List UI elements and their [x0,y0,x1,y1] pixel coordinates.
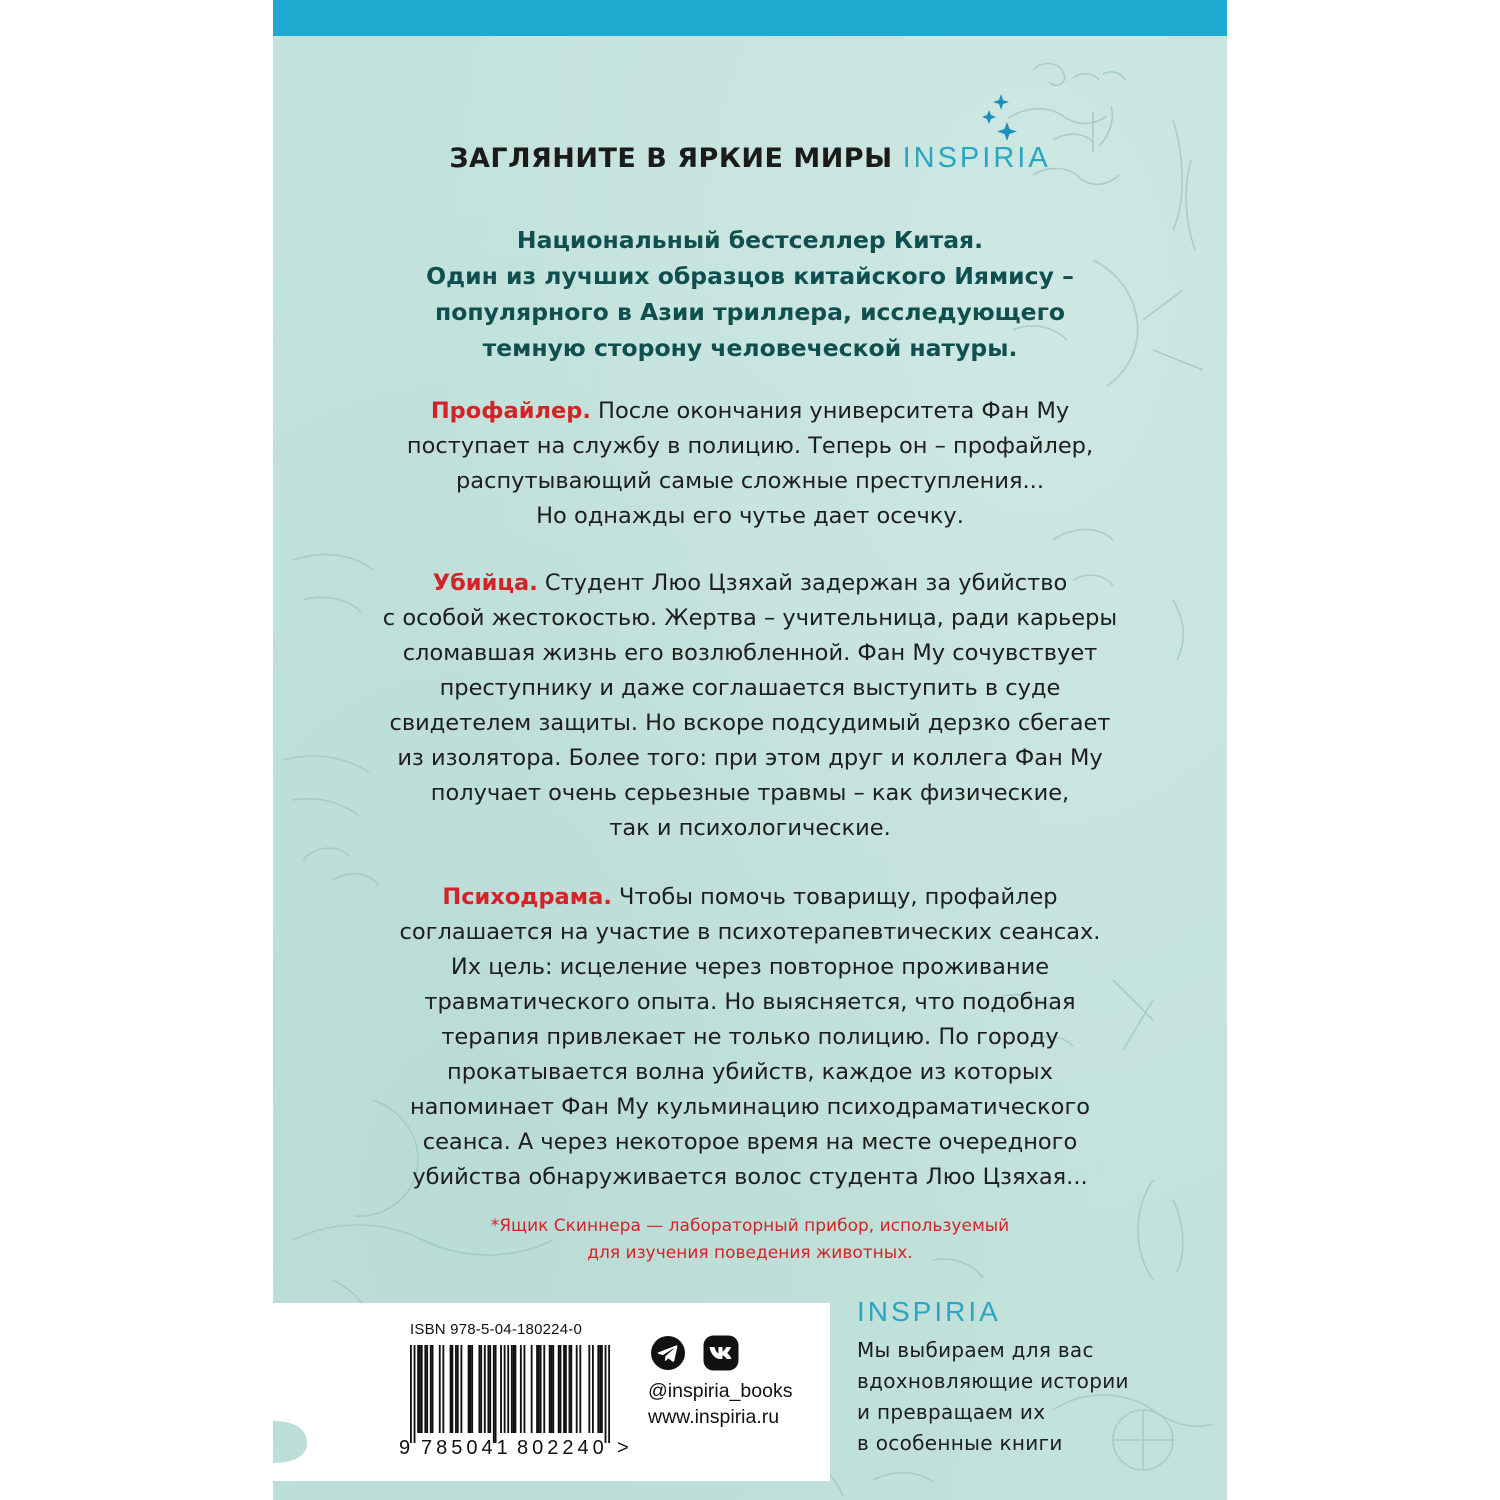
slogan-line: в особенные книги [857,1431,1063,1455]
barcode-bar [524,1345,526,1433]
top-band-shape [273,0,1227,36]
barcode-bar [426,1345,428,1433]
tagline [273,222,1227,366]
barcode-bar [540,1345,542,1433]
barcode-bar [432,1345,434,1433]
sparkles-icon [979,92,1023,148]
paragraph-profiler [273,394,1227,534]
paragraph-line: поступает на службу в полицию. Теперь он – профайлер, [406,433,1094,459]
headline-brand: INSPIRIA [902,142,1051,174]
paragraph-text: Студент Люо Цзяхай задержан за убийство [544,570,1068,596]
barcode-first-digit: 9 [399,1437,411,1459]
isbn-number: ISBN 978-5-04-180224-0 [410,1321,583,1338]
barcode-bar [500,1345,502,1433]
barcode-bar [608,1345,610,1443]
barcode-bar [549,1345,551,1433]
barcode-bar [558,1345,560,1433]
barcode-bars [410,1345,610,1443]
footnote [273,1213,1227,1267]
top-color-band [273,0,1227,36]
barcode-bar [576,1345,578,1433]
paragraph-line: прокатывается волна убийств, каждое из которых [447,1059,1053,1085]
tagline-line: популярного в Азии триллера, исследующего [434,298,1066,326]
paragraph-line: так и психологические. [609,815,891,841]
paragraph-line: терапия привлекает не только полицию. По городу [441,1024,1059,1050]
barcode-bar [565,1345,567,1433]
barcode-bar [439,1345,441,1433]
paragraph-line: распутывающий самые сложные преступления... [456,468,1044,494]
barcode-bar [424,1345,426,1433]
barcode-bar [569,1345,571,1433]
paragraph-killer [273,566,1227,846]
barcode-bar [487,1345,489,1433]
paragraph-line: Но однажды его чутье дает осечку. [536,503,964,529]
vk-icon[interactable] [703,1335,739,1371]
barcode-bar [460,1345,462,1433]
footnote-line: для изучения поведения животных. [587,1243,913,1263]
paragraph-line: свидетелем защиты. Но вскоре подсудимый дерзко сбегает [389,710,1111,736]
barcode-bar [552,1345,554,1433]
slogan-line: Мы выбираем для вас [857,1338,1094,1362]
barcode-bar [442,1345,444,1433]
brand-name: INSPIRIA [857,1296,1001,1327]
barcode-bar [451,1345,453,1433]
headline-text: ЗАГЛЯНИТЕ В ЯРКИЕ МИРЫ [449,143,893,174]
paragraph-term: Убийца. [432,570,538,596]
paragraph-first-line [273,566,1227,601]
paragraph-line: сеанса. А через некоторое время на месте очередного [422,1129,1078,1155]
barcode-bar [597,1345,599,1433]
social-handle[interactable]: @inspiria_books [648,1380,793,1402]
barcode-bar [450,1345,452,1433]
tagline-line: Национальный бестселлер Китая. [516,226,984,254]
paragraph-line: сломавшая жизнь его возлюбленной. Фан Му сочувствует [402,640,1098,666]
barcode-bar [543,1345,545,1433]
paragraph-text: После окончания университета Фан Му [598,398,1070,424]
barcode-bar [471,1345,473,1433]
barcode-left-group: 785041 [421,1437,512,1459]
barcode-bar [489,1345,491,1433]
paragraph-line: с особой жестокостью. Жертва – учительница, ради карьеры [382,605,1118,631]
barcode-bar [455,1345,457,1433]
footnote-line: *Ящик Скиннера — лабораторный прибор, используемый [490,1216,1010,1236]
brand-slogan [857,1335,1129,1459]
barcode-bar [515,1345,517,1433]
paragraph-text: Чтобы помочь товарищу, профайлер [619,884,1058,910]
barcode-bar [538,1345,540,1433]
barcode-bar [484,1345,486,1433]
book-back-cover [273,0,1227,1500]
paragraph-line: травматического опыта. Но выясняется, что подобная [424,989,1076,1015]
barcode-bar [579,1345,581,1433]
barcode-bar [507,1345,509,1433]
barcode-end-mark: > [617,1437,629,1459]
website-link[interactable]: www.inspiria.ru [648,1406,780,1428]
tagline-line: темную сторону человеческой натуры. [482,334,1018,362]
headline [273,142,1227,175]
barcode-bar [414,1345,416,1443]
telegram-icon[interactable] [650,1335,686,1371]
barcode-bar [592,1345,594,1433]
paragraph-line: напоминает Фан Му кульминацию психодраматического [409,1094,1091,1120]
barcode-bar [570,1345,572,1433]
paragraph-first-line [273,394,1227,429]
barcode-bar [495,1345,497,1443]
barcode-right-group: 802240 [517,1437,608,1459]
paragraph-line: Их цель: исцеление через повторное проживание [450,954,1050,980]
barcode-bar [536,1345,538,1433]
paragraph-term: Психодрама. [442,884,612,910]
barcode-bar [588,1345,590,1433]
barcode-bar [563,1345,565,1433]
barcode-bar [480,1345,482,1433]
paragraph-psychodrama [273,880,1227,1195]
barcode-bar [430,1345,432,1433]
paragraph-line: преступнику и даже соглашается выступить в суде [439,675,1061,701]
barcode-bar [601,1345,603,1433]
tagline-line: Один из лучших образцов китайского Иямису – [426,262,1074,290]
barcode-bar [531,1345,533,1433]
barcode-bar [513,1345,515,1433]
paragraph-term: Профайлер. [430,398,591,424]
barcode-bar [417,1345,419,1433]
barcode-bar [478,1345,480,1433]
paragraph-line: из изолятора. Более того: при этом друг и коллега Фан Му [397,745,1103,771]
barcode-bar [457,1345,459,1433]
barcode-bar [520,1345,522,1433]
barcode-bar [560,1345,562,1433]
barcode-bar [410,1345,412,1443]
barcode-bar [419,1345,421,1433]
barcode-bar [551,1345,553,1433]
barcode-bar [493,1345,495,1443]
barcode-bar [511,1345,513,1433]
paragraph-first-line [273,880,1227,915]
slogan-line: и превращаем их [857,1400,1046,1424]
slogan-line: вдохновляющие истории [857,1369,1129,1393]
barcode [410,1345,610,1443]
barcode-bar [469,1345,471,1433]
barcode-bar [605,1345,607,1443]
barcode-bar [468,1345,470,1433]
barcode-bar [421,1345,423,1433]
paragraph-line: соглашается на участие в психотерапевтических сеансах. [399,919,1101,945]
paragraph-line: убийства обнаруживается волос студента Люо Цзяхая... [412,1164,1088,1190]
barcode-bar [599,1345,601,1433]
barcode-bar [504,1345,506,1433]
paragraph-line: получает очень серьезные травмы – как физические, [430,780,1070,806]
